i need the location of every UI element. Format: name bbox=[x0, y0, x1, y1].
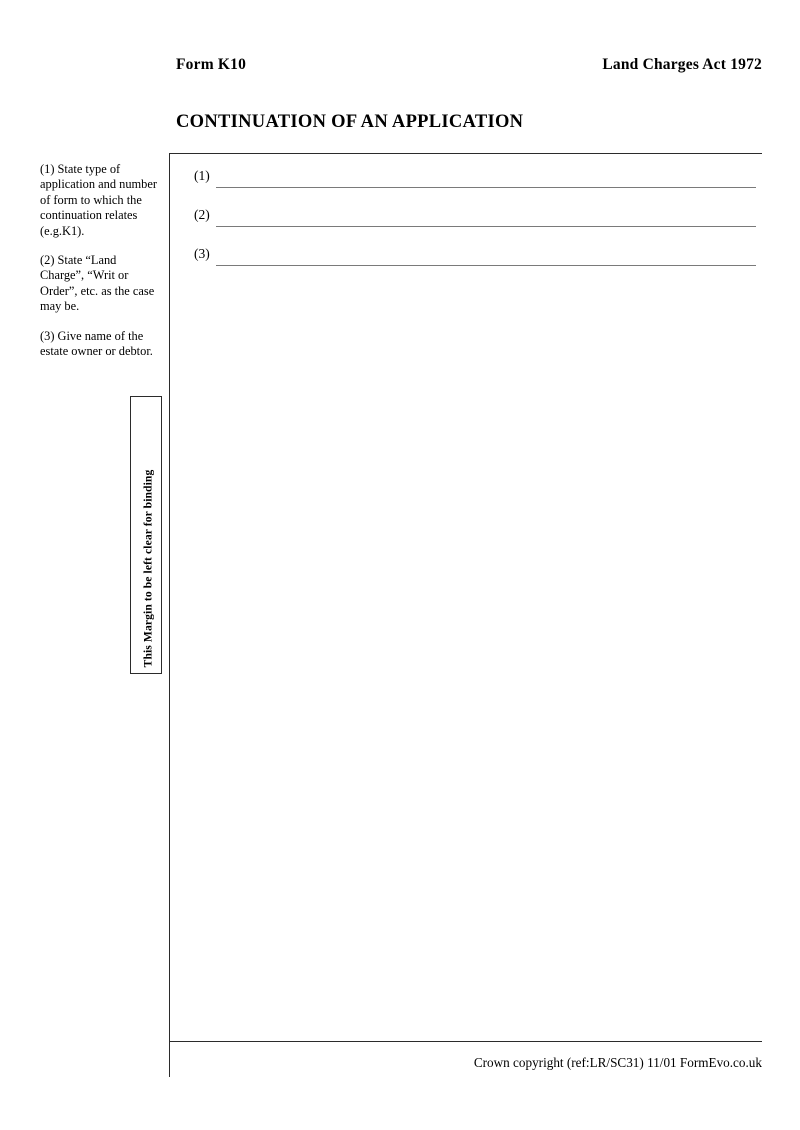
marginal-note-2: (2) State “Land Charge”, “Writ or Order”, etc. as the case may be. bbox=[40, 253, 155, 314]
field-number-1: (1) bbox=[194, 168, 210, 183]
page-title: CONTINUATION OF AN APPLICATION bbox=[176, 112, 524, 132]
marginal-note-1: (1) State type of application and number of form to which the continuation relates (e.g.K1). bbox=[40, 162, 157, 238]
field-input-1[interactable] bbox=[216, 170, 756, 188]
act-title: Land Charges Act 1972 bbox=[602, 56, 762, 73]
field-number-3: (3) bbox=[194, 246, 210, 261]
form-number: Form K10 bbox=[176, 56, 247, 73]
binding-margin-inner bbox=[131, 397, 163, 675]
binding-margin-box bbox=[130, 396, 162, 674]
field-input-2[interactable] bbox=[216, 209, 756, 227]
binding-margin-label: This Margin to be left clear for binding bbox=[141, 469, 155, 668]
field-input-3[interactable] bbox=[216, 248, 756, 266]
field-number-2: (2) bbox=[194, 207, 210, 222]
content-box-bottom-rule bbox=[170, 1041, 762, 1042]
continuation-field-row-1 bbox=[194, 168, 756, 188]
continuation-field-row-3 bbox=[194, 246, 756, 266]
marginal-notes bbox=[40, 162, 160, 373]
content-box-top-rule bbox=[170, 153, 762, 154]
copyright-footer: Crown copyright (ref:LR/SC31) 11/01 FormEvo.co.uk bbox=[473, 1055, 762, 1070]
marginal-note-3: (3) Give name of the estate owner or debtor. bbox=[40, 328, 153, 359]
continuation-field-row-2 bbox=[194, 207, 756, 227]
content-box-left-rule bbox=[169, 153, 170, 1077]
